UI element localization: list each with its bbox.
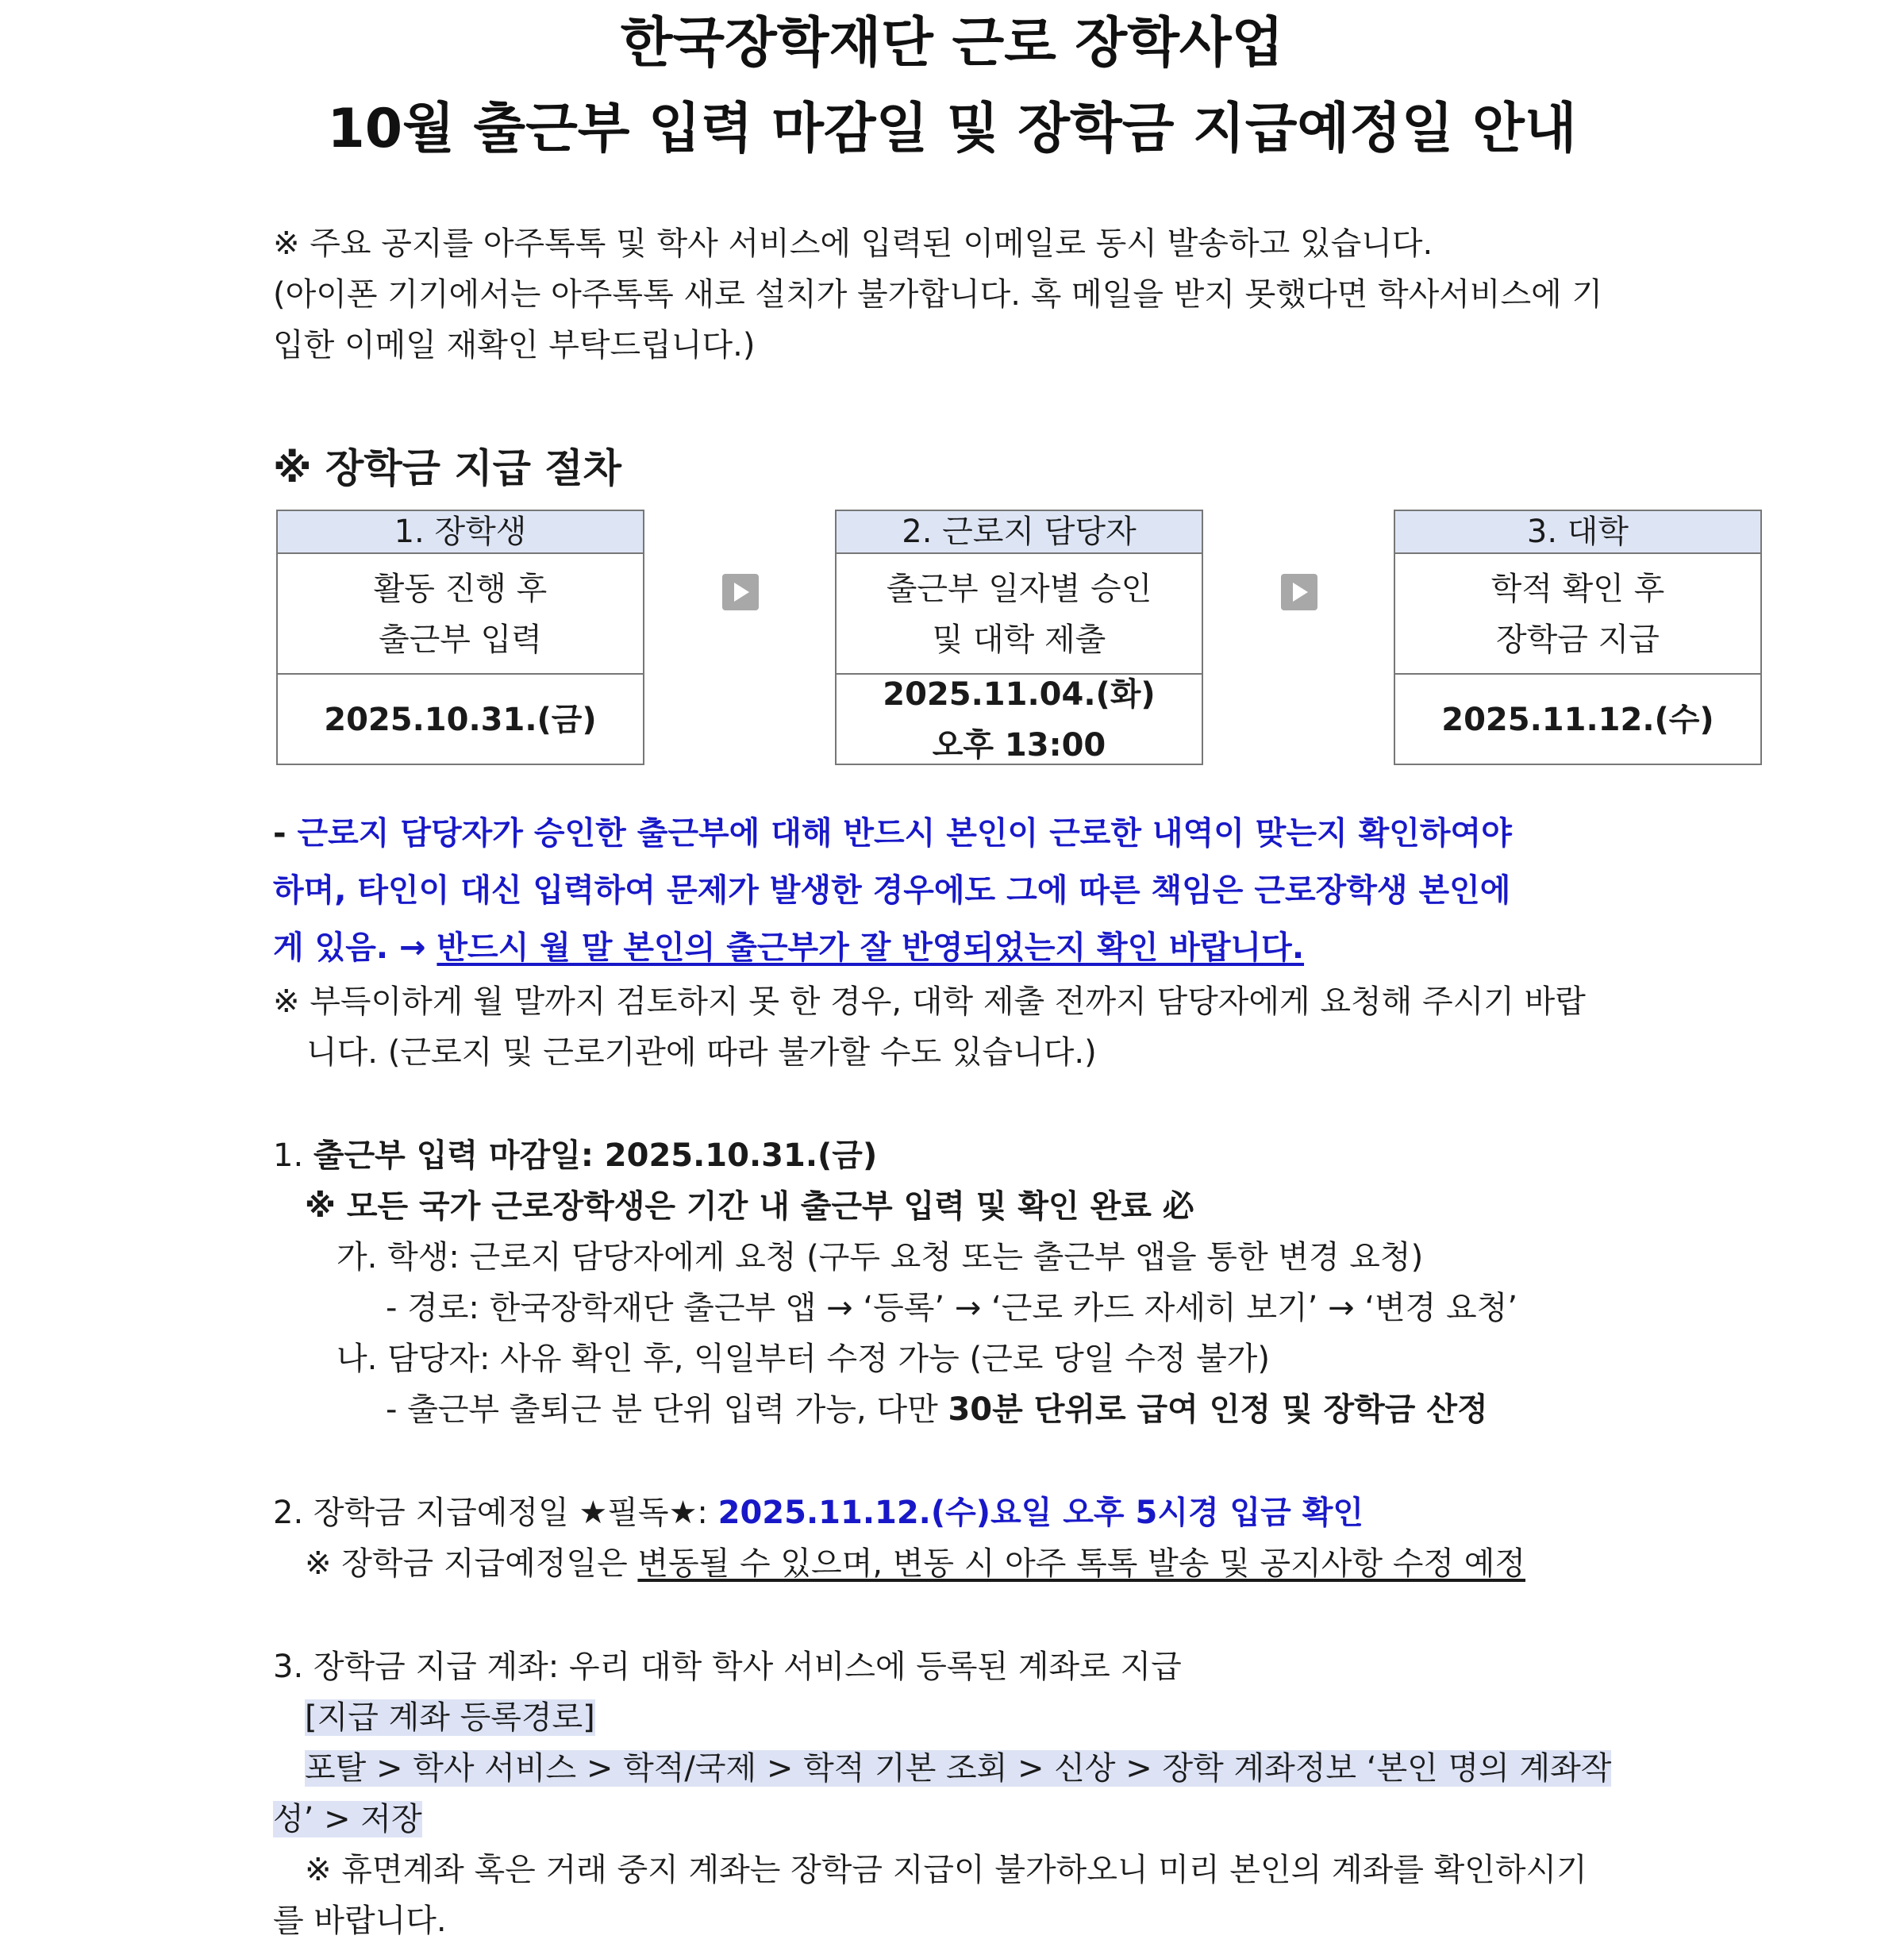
- step-head: 1. 장학생: [278, 511, 643, 554]
- step-head: 2. 근로지 담당자: [837, 511, 1202, 554]
- item1-ga-sub: - 경로: 한국장학재단 출근부 앱 → ‘등록’ → ‘근로 카드 자세히 보기’ → ‘변경 요청’: [386, 1290, 1518, 1326]
- step-desc-line: 학적 확인 후: [1491, 571, 1665, 607]
- step-desc-line: 장학금 지급: [1496, 621, 1660, 658]
- item1-ga: 가. 학생: 근로지 담당자에게 요청 (구두 요청 또는 출근부 앱을 통한 변경 요청): [337, 1239, 1424, 1276]
- step-date: 2025.10.31.(금): [324, 702, 597, 738]
- step-box-workplace-manager: [835, 510, 1203, 765]
- step-box-student: [276, 510, 644, 765]
- step-head: 3. 대학: [1395, 511, 1760, 554]
- item1-deadline: 출근부 입력 마감일: 2025.10.31.(금): [313, 1137, 878, 1174]
- item3-note: 를 바랍니다.: [273, 1903, 447, 1939]
- step-desc: [278, 554, 643, 675]
- warning-text: 근로지 담당자가 승인한 출근부에 대해 반드시 본인이 근로한 내역이 맞는지 확인하여야: [297, 815, 1512, 852]
- na-sub-emphasis: 30분 단위로 급여 인정 및 장학금 산정: [948, 1391, 1488, 1428]
- warning-line: 하며, 타인이 대신 입력하여 문제가 발생한 경우에도 그에 따른 책임은 근로장학생 본인에: [273, 872, 1511, 909]
- item-number: 1.: [273, 1137, 313, 1174]
- step-desc-line: 활동 진행 후: [373, 571, 548, 607]
- path-text: 성’ > 저장: [273, 1801, 422, 1837]
- page-title-line2: 10월 출근부 입력 마감일 및 장학금 지급예정일 안내: [327, 98, 1577, 160]
- warning-note: ※ 부득이하게 월 말까지 검토하지 못 한 경우, 대학 제출 전까지 담당자에게 요청해 주시기 바랍: [273, 983, 1586, 1020]
- warning-emphasis: 반드시 월 말 본인의 출근부가 잘 반영되었는지 확인 바랍니다.: [437, 929, 1305, 966]
- step-date: 2025.11.12.(수): [1441, 702, 1714, 738]
- path-title-text: [지급 계좌 등록경로]: [305, 1699, 595, 1736]
- warning-note: 니다. (근로지 및 근로기관에 따라 불가할 수도 있습니다.): [306, 1034, 1097, 1071]
- item2-label: 2. 장학금 지급예정일 ★필독★:: [273, 1495, 718, 1531]
- step-desc-line: 출근부 입력: [379, 621, 542, 658]
- procedure-title: ※ 장학금 지급 절차: [273, 445, 621, 491]
- item2-date: 2025.11.12.(수)요일 오후 5시경 입금 확인: [717, 1495, 1364, 1531]
- warning-text: 게 있음. →: [273, 929, 437, 966]
- step-desc-line: 출근부 일자별 승인: [886, 571, 1152, 607]
- item1-na-sub: [386, 1384, 1488, 1435]
- step-desc: [1395, 554, 1760, 675]
- na-sub-text: - 출근부 출퇴근 분 단위 입력 가능, 다만: [386, 1391, 948, 1428]
- page-title-line1: 한국장학재단 근로 장학사업: [620, 12, 1284, 75]
- play-arrow-icon: [1281, 574, 1317, 610]
- step-box-university: [1394, 510, 1762, 765]
- notice-line: (아이폰 기기에서는 아주톡톡 새로 설치가 불가합니다. 혹 메일을 받지 못했다면 학사서비스에 기: [273, 276, 1603, 313]
- path-text: 포탈 > 학사 서비스 > 학적/국제 > 학적 기본 조회 > 신상 > 장학 계좌정보 ‘본인 명의 계좌작: [305, 1750, 1612, 1787]
- warning-line: [273, 805, 1512, 862]
- item3-path-title: [305, 1692, 595, 1743]
- item2-note-text: ※ 장학금 지급예정일은: [305, 1545, 638, 1582]
- notice-line: 입한 이메일 재확인 부탁드립니다.): [273, 327, 756, 364]
- item3-note: ※ 휴면계좌 혹은 거래 중지 계좌는 장학금 지급이 불가하오니 미리 본인의 계좌를 확인하시기: [305, 1852, 1587, 1888]
- item1-na: 나. 담당자: 사유 확인 후, 익일부터 수정 가능 (근로 당일 수정 불가): [337, 1341, 1270, 1377]
- item2-title: [273, 1487, 1364, 1538]
- dash: -: [273, 815, 298, 852]
- step-desc: [837, 554, 1202, 675]
- item2-note-underline: 변동될 수 있으며, 변동 시 아주 톡톡 발송 및 공지사항 수정 예정: [637, 1545, 1525, 1582]
- item1-must: ※ 모든 국가 근로장학생은 기간 내 출근부 입력 및 확인 완료 必: [305, 1188, 1194, 1225]
- step-date: 2025.11.04.(화) 오후 13:00: [883, 676, 1156, 764]
- item3-path: [305, 1743, 1611, 1794]
- item3-path: [273, 1794, 422, 1845]
- item3-title: 3. 장학금 지급 계좌: 우리 대학 학사 서비스에 등록된 계좌로 지급: [273, 1649, 1182, 1685]
- item1-title: [273, 1130, 877, 1181]
- warning-line: [273, 919, 1304, 976]
- play-arrow-icon: [722, 574, 759, 610]
- notice-line: ※ 주요 공지를 아주톡톡 및 학사 서비스에 입력된 이메일로 동시 발송하고 있습니다.: [273, 225, 1433, 262]
- item2-note: [305, 1538, 1525, 1589]
- step-desc-line: 및 대학 제출: [932, 621, 1106, 658]
